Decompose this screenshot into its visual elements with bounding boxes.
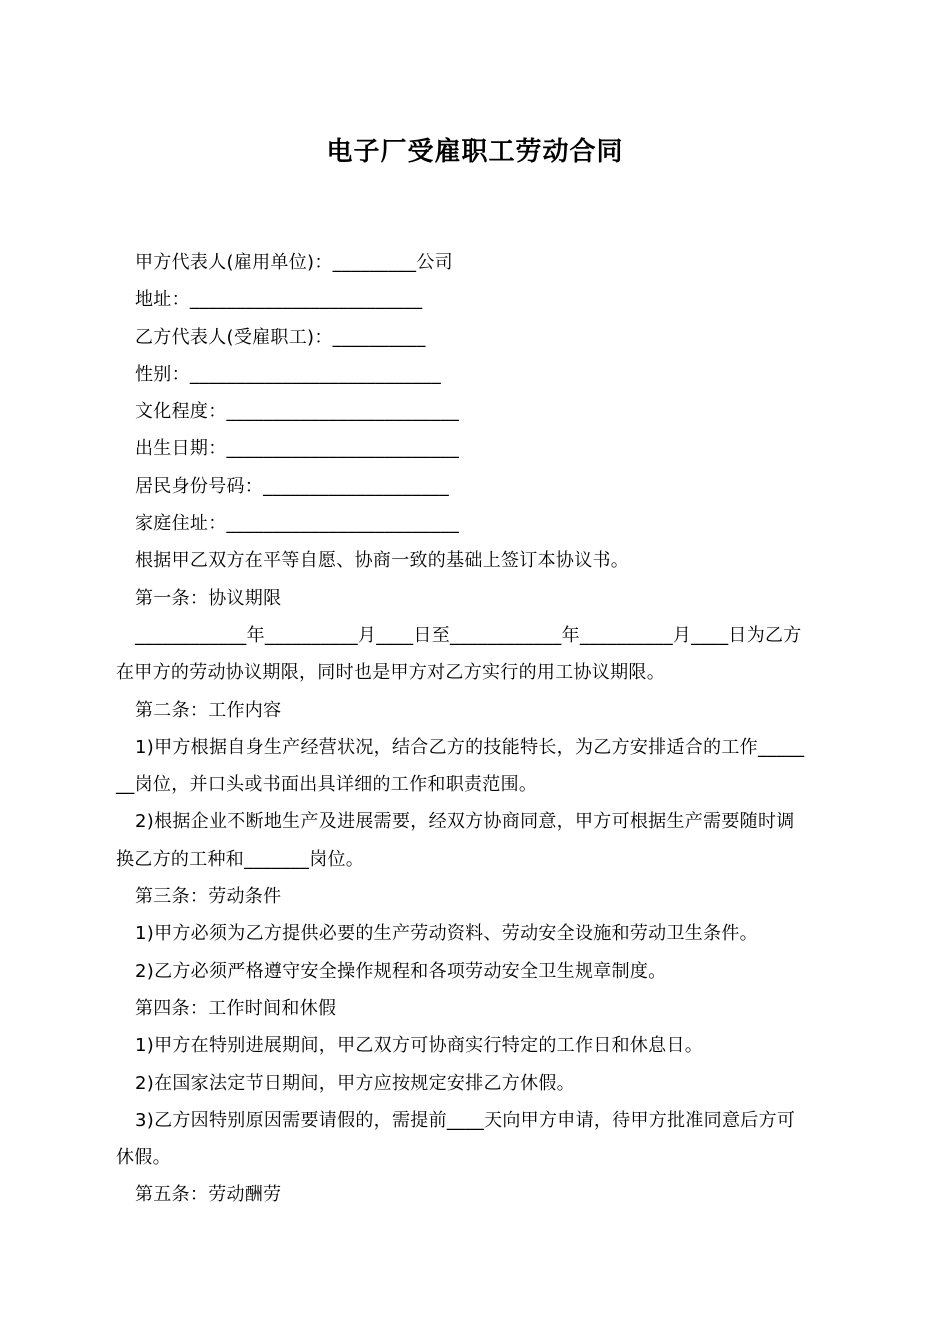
article-5-heading: 第五条：劳动酬劳 xyxy=(135,1184,282,1206)
birthdate-line: 出生日期：_________________________ xyxy=(135,438,459,460)
article-4-heading: 第四条：工作时间和休假 xyxy=(135,997,337,1019)
article-3-heading: 第三条：劳动条件 xyxy=(135,886,282,908)
article-2-clause-2-line-2: 换乙方的工种和_______岗位。 xyxy=(116,848,365,870)
id-number-line: 居民身份号码：____________________ xyxy=(135,475,450,497)
article-4-clause-2: 2)在国家法定节日期间，甲方应按规定安排乙方休假。 xyxy=(135,1072,575,1094)
article-2-heading: 第二条：工作内容 xyxy=(135,699,282,721)
article-4-clause-3-line-2: 休假。 xyxy=(116,1147,171,1169)
party-b-line: 乙方代表人(受雇职工)：__________ xyxy=(135,326,426,348)
term-paragraph-line-2: 在甲方的劳动协议期限，同时也是甲方对乙方实行的用工协议期限。 xyxy=(116,662,665,684)
gender-line: 性别：___________________________ xyxy=(135,363,441,385)
address-line: 地址：_________________________ xyxy=(135,289,423,311)
article-2-clause-1-line-2: __岗位，并口头或书面出具详细的工作和职责范围。 xyxy=(116,774,538,796)
article-4-clause-1: 1)甲方在特别进展期间，甲乙双方可协商实行特定的工作日和休息日。 xyxy=(135,1035,704,1057)
home-address-line: 家庭住址：_________________________ xyxy=(135,513,459,535)
article-4-clause-3-line-1: 3)乙方因特别原因需要请假的，需提前____天向甲方申请，待甲方批准同意后方可 xyxy=(135,1109,796,1131)
party-a-line: 甲方代表人(雇用单位)：_________公司 xyxy=(135,252,453,273)
term-paragraph-line-1: ____________年__________月____日至____________年__________月____日为乙方 xyxy=(135,624,802,646)
article-3-clause-1: 1)甲方必须为乙方提供必要的生产劳动资料、劳动安全设施和劳动卫生条件。 xyxy=(135,923,758,945)
article-2-clause-2-line-1: 2)根据企业不断地生产及进展需要，经双方协商同意，甲方可根据生产需要随时调 xyxy=(135,811,795,833)
article-2-clause-1-line-1: 1)甲方根据自身生产经营状况，结合乙方的技能特长，为乙方安排适合的工作_____ xyxy=(135,736,805,758)
education-line: 文化程度：_________________________ xyxy=(135,401,459,423)
article-3-clause-2: 2)乙方必须严格遵守安全操作规程和各项劳动安全卫生规章制度。 xyxy=(135,960,667,982)
document-body xyxy=(116,244,840,1214)
preamble-paragraph: 根据甲乙双方在平等自愿、协商一致的基础上签订本协议书。 xyxy=(135,550,630,572)
document-title: 电子厂受雇职工劳动合同 xyxy=(326,137,624,167)
article-1-heading: 第一条：协议期限 xyxy=(135,587,282,609)
